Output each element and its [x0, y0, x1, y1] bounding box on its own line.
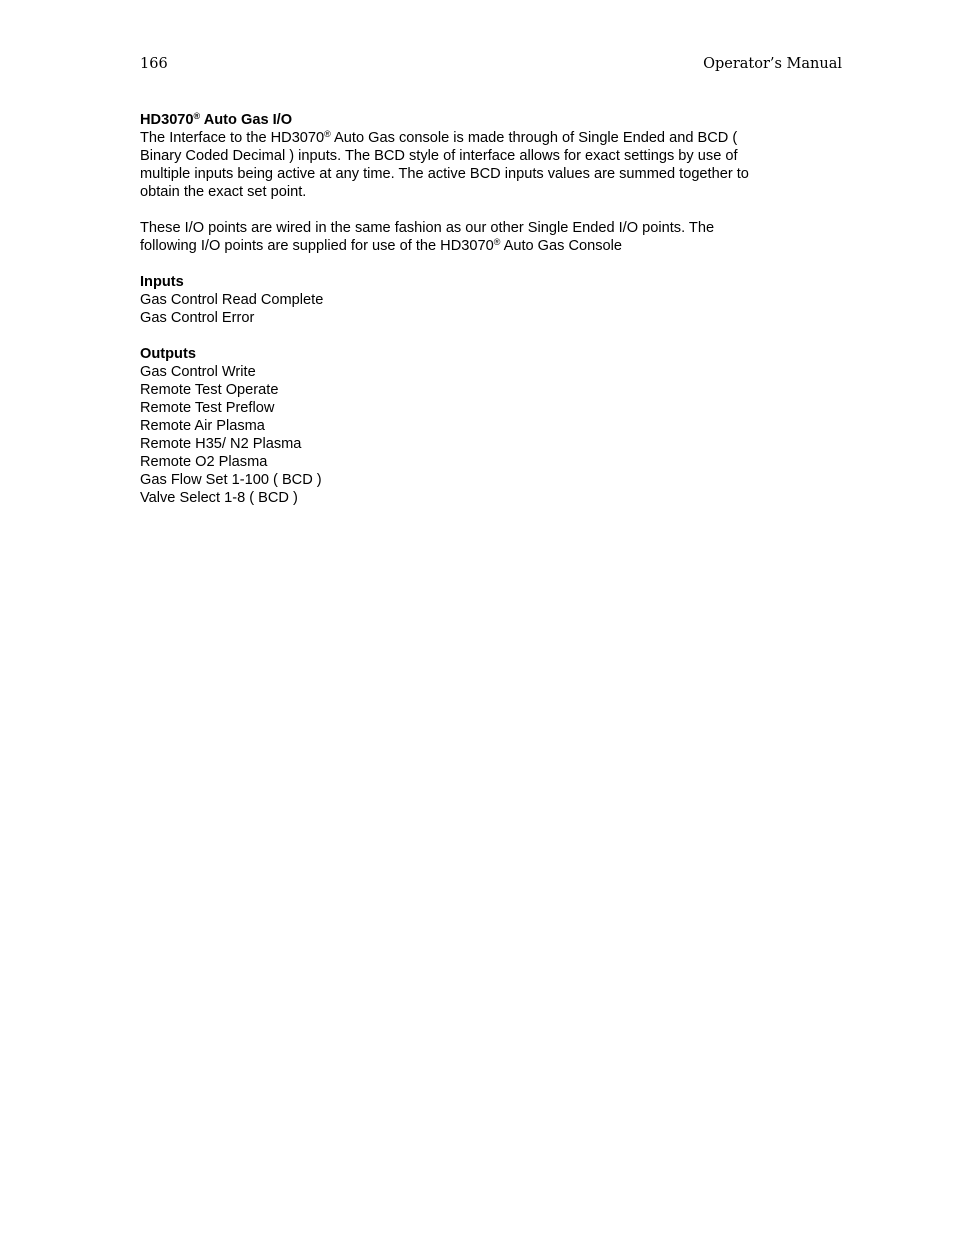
intro-line-1b: Auto Gas console is made through of Single Ended and BCD ( [330, 130, 738, 146]
wiring-line-2a: following I/O points are supplied for use of the HD3070 [140, 238, 494, 254]
wiring-line-2b: Auto Gas Console [500, 238, 623, 254]
spacer [140, 255, 820, 273]
list-item: Gas Control Write [140, 364, 256, 380]
list-item: Remote Test Operate [140, 382, 279, 398]
registered-mark: ® [193, 111, 201, 121]
intro-line-2: Binary Coded Decimal ) inputs. The BCD style of interface allows for exact settings by use of [140, 148, 738, 164]
registered-mark: ® [324, 129, 331, 139]
inputs-heading: Inputs [140, 274, 184, 290]
spacer [140, 327, 820, 345]
intro-line-4: obtain the exact set point. [140, 184, 307, 200]
outputs-list [140, 363, 820, 507]
page-number: 166 [140, 56, 168, 72]
wiring-paragraph [140, 219, 820, 255]
intro-line-1a: The Interface to the HD3070 [140, 130, 325, 146]
manual-title: Operator’s Manual [703, 56, 842, 72]
intro-paragraph [140, 129, 820, 201]
list-item: Remote Air Plasma [140, 418, 265, 434]
spacer [140, 201, 820, 219]
list-item: Remote H35/ N2 Plasma [140, 436, 302, 452]
section-title-rest: Auto Gas I/O [200, 112, 293, 128]
list-item: Gas Control Read Complete [140, 292, 324, 308]
section-title [140, 111, 820, 129]
registered-mark: ® [493, 237, 501, 247]
list-item: Gas Flow Set 1-100 ( BCD ) [140, 472, 322, 488]
list-item: Gas Control Error [140, 310, 255, 326]
outputs-heading: Outputs [140, 346, 196, 362]
wiring-line-1: These I/O points are wired in the same fashion as our other Single Ended I/O points. The [140, 220, 715, 236]
list-item: Valve Select 1-8 ( BCD ) [140, 490, 298, 506]
document-body [140, 111, 820, 507]
section-title-model: HD3070 [140, 112, 194, 128]
intro-line-3: multiple inputs being active at any time. The active BCD inputs values are summed together to [140, 166, 749, 182]
list-item: Remote O2 Plasma [140, 454, 268, 470]
inputs-list [140, 291, 820, 327]
list-item: Remote Test Preflow [140, 400, 275, 416]
page-header [140, 56, 842, 78]
